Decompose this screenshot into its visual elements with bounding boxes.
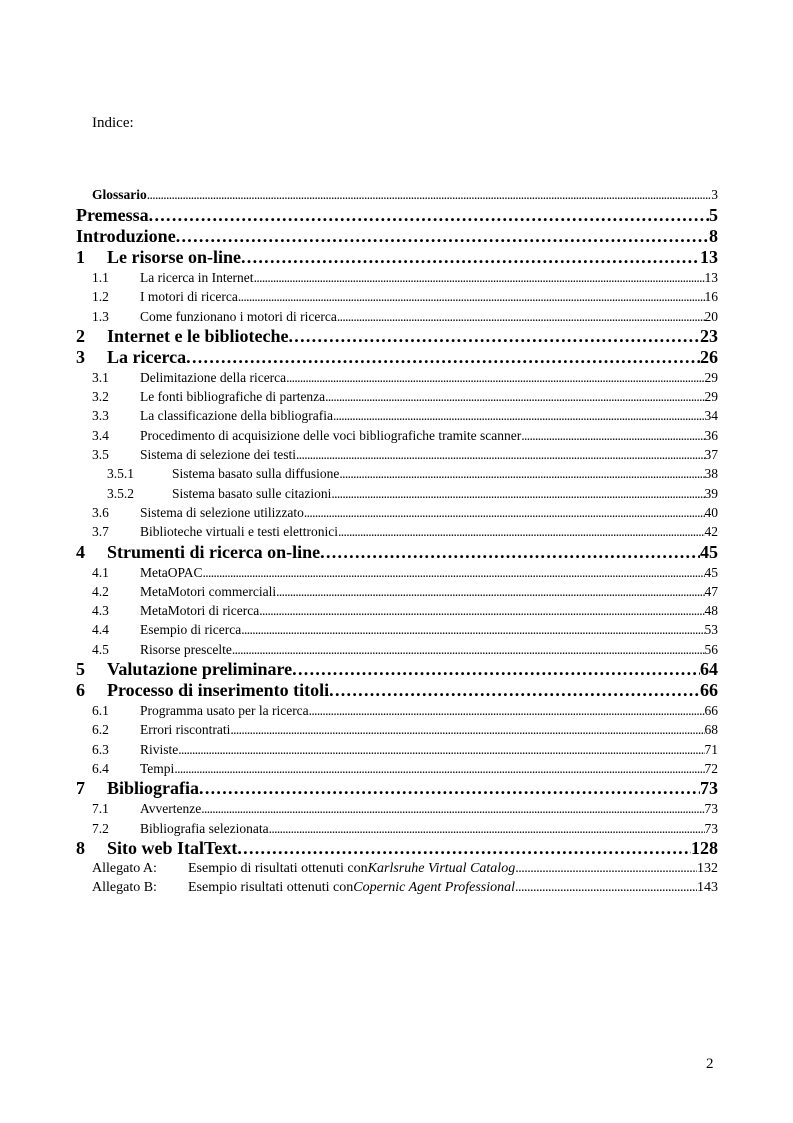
toc-entry[interactable] <box>76 640 718 659</box>
toc-entry-title: Procedimento di acquisizione delle voci bibliografiche tramite scanner <box>140 427 522 443</box>
toc-entry-page: 53 <box>704 622 718 638</box>
attachment-page: 143 <box>697 879 718 895</box>
toc-entry-title: Programma usato per la ricerca <box>140 703 309 719</box>
toc-entry[interactable] <box>76 838 718 859</box>
toc-entry[interactable] <box>76 601 718 620</box>
toc-entry[interactable] <box>76 205 718 226</box>
toc-entry-title: Biblioteche virtuali e testi elettronici <box>140 524 338 540</box>
toc-entry-number: 3.3 <box>92 408 109 424</box>
toc-dot-leader <box>199 778 700 799</box>
toc-dot-leader <box>329 680 700 701</box>
toc-entry-number: 7 <box>76 778 85 799</box>
toc-entry-title: MetaMotori commerciali <box>140 583 277 599</box>
toc-entry-number: 3.7 <box>92 524 109 540</box>
toc-entry-number: 6.3 <box>92 741 109 757</box>
toc-entry[interactable] <box>76 406 718 425</box>
toc-entry-page: 128 <box>691 837 718 858</box>
toc-entry-title: Strumenti di ricerca on-line <box>107 541 321 562</box>
toc-dot-leader <box>147 184 711 205</box>
toc-entry-page: 5 <box>709 205 718 225</box>
toc-entry-title: Internet e le biblioteche <box>107 325 289 346</box>
attachment-title: Esempio di risultati ottenuti con <box>188 860 368 876</box>
toc-entry-title: La ricerca in Internet <box>140 270 254 285</box>
toc-entry-number: 4 <box>76 541 85 562</box>
toc-entry-number: 4.2 <box>92 583 109 599</box>
toc-entry-title: Come funzionano i motori di ricerca <box>140 308 337 324</box>
toc-dot-leader <box>276 582 704 601</box>
toc-entry-title: Introduzione <box>76 226 176 246</box>
toc-dot-leader <box>174 759 704 778</box>
toc-entry-title: Risorse prescelte <box>140 641 232 657</box>
toc-entry[interactable] <box>76 307 718 326</box>
toc-entry-number: 1.2 <box>92 289 109 305</box>
toc-entry[interactable] <box>76 582 718 601</box>
toc-entry-number: 3.5 <box>92 447 109 463</box>
toc-entry-page: 45 <box>704 564 718 580</box>
toc-dot-leader <box>149 205 709 226</box>
toc-entry[interactable] <box>76 522 718 541</box>
toc-entry-page: 36 <box>704 427 718 443</box>
toc-entry[interactable] <box>76 819 718 838</box>
toc-entry-title: Glossario <box>92 187 147 202</box>
toc-entry-number: 3.5.1 <box>107 466 134 482</box>
toc-dot-leader <box>203 563 705 582</box>
toc-entry-title: Avvertenze <box>140 801 202 817</box>
toc-dot-leader <box>286 368 704 387</box>
toc-entry[interactable] <box>76 659 718 680</box>
toc-entry-title: Esempio di ricerca <box>140 622 242 638</box>
toc-entry[interactable] <box>76 778 718 799</box>
toc-entry-page: 8 <box>709 226 718 246</box>
toc-entry[interactable] <box>76 445 718 464</box>
toc-dot-leader <box>241 247 700 268</box>
toc-entry-page: 66 <box>704 703 718 719</box>
toc-entry-page: 37 <box>704 447 718 463</box>
toc-entry-title: I motori di ricerca <box>140 289 238 305</box>
toc-entry-page: 45 <box>700 541 718 562</box>
toc-entry[interactable] <box>76 268 718 287</box>
toc-entry-number: 6.4 <box>92 760 109 776</box>
toc-entry-page: 38 <box>704 466 718 482</box>
toc-dot-leader <box>269 819 705 838</box>
toc-entry-page: 39 <box>704 485 718 501</box>
toc-entry[interactable] <box>76 226 718 247</box>
toc-dot-leader <box>304 503 705 522</box>
toc-dot-leader <box>333 406 704 425</box>
toc-entry-number: 6 <box>76 680 85 701</box>
toc-entry[interactable] <box>76 563 718 582</box>
toc-entry-page: 66 <box>700 680 718 701</box>
toc-entry-page: 26 <box>700 346 718 367</box>
attachment-title: Esempio risultati ottenuti con <box>188 879 354 895</box>
toc-entry[interactable] <box>76 740 718 759</box>
toc-entry-number: 7.1 <box>92 801 109 817</box>
toc-attachment[interactable] <box>76 878 718 897</box>
toc-entry[interactable] <box>76 503 718 522</box>
toc-entry-title: Sistema di selezione utilizzato <box>140 504 304 520</box>
toc-entry[interactable] <box>76 287 718 306</box>
toc-entry-number: 3.4 <box>92 427 109 443</box>
toc-entry[interactable] <box>76 799 718 818</box>
toc-entry-title: Tempi <box>140 760 175 776</box>
toc-entry-number: 1 <box>76 247 85 267</box>
toc-dot-leader <box>296 445 705 464</box>
toc-entry-page: 13 <box>700 247 718 267</box>
toc-dot-leader <box>259 601 704 620</box>
toc-entry-title: Riviste <box>140 741 179 757</box>
toc-entry-title: Sistema basato sulla diffusione <box>172 466 340 482</box>
toc-entry-glossary[interactable] <box>76 184 718 205</box>
toc-entry-title: La ricerca <box>107 346 187 367</box>
toc-dot-leader <box>515 878 697 897</box>
toc-entry-page: 48 <box>704 603 718 619</box>
toc-entry-number: 2 <box>76 325 85 346</box>
toc-entry-number: 4.1 <box>92 564 109 580</box>
toc-entry-page: 29 <box>704 369 718 385</box>
toc-entry-number: 4.3 <box>92 603 109 619</box>
toc-dot-leader <box>178 740 704 759</box>
toc-entry-page: 29 <box>704 389 718 405</box>
toc-entry[interactable] <box>76 347 718 368</box>
toc-dot-leader <box>237 838 691 859</box>
toc-dot-leader <box>238 287 705 306</box>
attachment-label: Allegato A: <box>92 860 157 876</box>
toc-entry[interactable] <box>76 426 718 445</box>
toc-entry-title: Processo di inserimento titoli <box>107 680 330 701</box>
toc-entry-page: 68 <box>704 722 718 738</box>
toc-entry[interactable] <box>76 542 718 563</box>
toc-entry-title: Bibliografia selezionata <box>140 820 269 836</box>
toc-entry[interactable] <box>76 680 718 701</box>
toc-entry-page: 34 <box>704 408 718 424</box>
toc-entry-page: 13 <box>704 270 718 285</box>
page-number: 2 <box>706 1056 714 1072</box>
toc-entry-page: 72 <box>704 760 718 776</box>
toc-entry-number: 4.4 <box>92 622 109 638</box>
toc-entry-number: 1.3 <box>92 308 109 324</box>
toc-dot-leader <box>320 542 700 563</box>
toc-dot-leader <box>337 307 705 326</box>
toc-entry-title: Bibliografia <box>107 778 200 799</box>
toc-entry-page: 40 <box>704 504 718 520</box>
toc-entry[interactable] <box>76 620 718 639</box>
toc-entry-number: 6.2 <box>92 722 109 738</box>
toc-entry-title: Sistema basato sulle citazioni <box>172 485 332 501</box>
toc-entry-page: 42 <box>704 524 718 540</box>
toc-entry[interactable] <box>76 326 718 347</box>
toc-entry-number: 4.5 <box>92 641 109 657</box>
toc-entry-page: 16 <box>704 289 718 305</box>
toc-entry-title: Le risorse on-line <box>107 247 241 267</box>
toc-dot-leader <box>292 659 700 680</box>
toc-entry-title: Premessa <box>76 205 149 225</box>
toc-dot-leader <box>232 640 705 659</box>
toc-entry-title: Valutazione preliminare <box>107 659 293 680</box>
toc-entry-title: Errori riscontrati <box>140 722 231 738</box>
toc-entry-number: 7.2 <box>92 820 109 836</box>
toc-entry-number: 3.1 <box>92 369 109 385</box>
attachment-title-italic: Copernic Agent Professional <box>353 879 516 895</box>
toc-entry-title: MetaMotori di ricerca <box>140 603 260 619</box>
toc-entry-page: 20 <box>704 308 718 324</box>
toc-dot-leader <box>254 268 705 287</box>
toc-entry[interactable] <box>76 368 718 387</box>
toc-dot-leader <box>339 464 704 483</box>
toc-entry-title: La classificazione della bibliografia <box>140 408 334 424</box>
toc-dot-leader <box>230 720 704 739</box>
toc-entry[interactable] <box>76 464 718 483</box>
toc-attachment[interactable] <box>76 859 718 878</box>
toc-entry-page: 56 <box>704 641 718 657</box>
toc-entry-title: Le fonti bibliografiche di partenza <box>140 389 326 405</box>
toc-dot-leader <box>338 522 705 541</box>
toc-dot-leader <box>309 701 705 720</box>
toc-entry[interactable] <box>76 720 718 739</box>
toc-entry[interactable] <box>76 247 718 268</box>
toc-entry-page: 47 <box>704 583 718 599</box>
attachment-title-italic: Karlsruhe Virtual Catalog <box>367 860 516 876</box>
toc-dot-leader <box>331 484 704 503</box>
toc-entry[interactable] <box>76 387 718 406</box>
page-heading: Indice: <box>92 115 134 131</box>
toc-entry-title: MetaOPAC <box>140 564 203 580</box>
toc-entry-number: 3.6 <box>92 504 109 520</box>
toc-entry[interactable] <box>76 759 718 778</box>
toc-entry-page: 3 <box>711 187 718 202</box>
toc-entry-number: 5 <box>76 659 85 680</box>
table-of-contents <box>76 184 718 897</box>
toc-entry-title: Sito web ItalText <box>107 837 238 858</box>
toc-entry-number: 3.2 <box>92 389 109 405</box>
toc-dot-leader <box>288 326 700 347</box>
toc-entry-page: 23 <box>700 325 718 346</box>
toc-dot-leader <box>325 387 704 406</box>
toc-entry-page: 73 <box>704 801 718 817</box>
toc-entry-number: 1.1 <box>92 270 109 285</box>
toc-dot-leader <box>201 799 704 818</box>
toc-dot-leader <box>515 859 697 878</box>
toc-entry-page: 73 <box>700 778 718 799</box>
toc-entry-number: 3.5.2 <box>107 485 134 501</box>
toc-dot-leader <box>186 347 700 368</box>
toc-entry-number: 8 <box>76 837 85 858</box>
toc-entry-page: 71 <box>704 741 718 757</box>
toc-entry[interactable] <box>76 701 718 720</box>
toc-entry-number: 3 <box>76 346 85 367</box>
toc-entry-page: 73 <box>704 820 718 836</box>
toc-entry-number: 6.1 <box>92 703 109 719</box>
attachment-page: 132 <box>697 860 718 876</box>
toc-dot-leader <box>176 226 709 247</box>
toc-entry-title: Delimitazione della ricerca <box>140 369 287 385</box>
toc-dot-leader <box>241 620 704 639</box>
toc-entry[interactable] <box>76 484 718 503</box>
toc-dot-leader <box>521 426 704 445</box>
toc-entry-title: Sistema di selezione dei testi <box>140 447 296 463</box>
attachment-label: Allegato B: <box>92 879 157 895</box>
toc-entry-page: 64 <box>700 659 718 680</box>
